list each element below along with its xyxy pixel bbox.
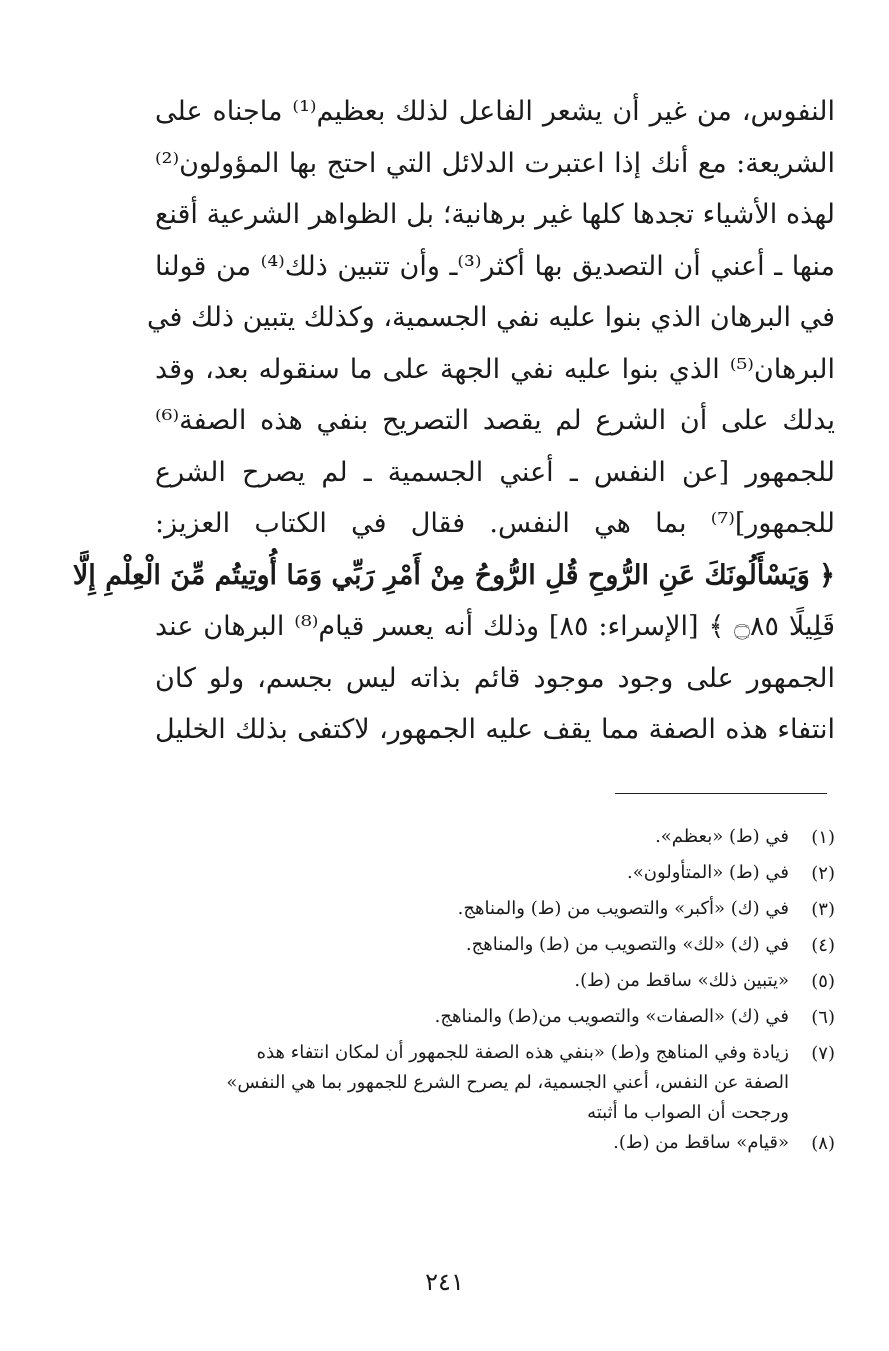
footnote-number: (٧) [811, 1043, 835, 1064]
footnote-number: (٤) [811, 935, 835, 956]
footnote-number: (٢) [811, 863, 835, 884]
footnote [155, 858, 835, 894]
footnote [155, 966, 835, 1002]
body-line: النفوس، من غير أن يشعر الفاعل لذلك بعظيم⁽¹⁾ ماجناه على [155, 96, 835, 127]
footnote-number: (٣) [811, 899, 835, 920]
body-line: البرهان⁽⁵⁾ الذي بنوا عليه نفي الجهة على ما سنقوله بعد، وقد [155, 353, 835, 385]
body-line: للجمهور]⁽⁷⁾ بما هي النفس. فقال في الكتاب العزيز: [155, 508, 835, 539]
footnote-number: (٦) [811, 1007, 835, 1028]
body-line: الجمهور على وجود موجود قائم بذاته ليس بجسم، ولو كان [155, 662, 835, 694]
body-line: لهذه الأشياء تجدها كلها غير برهانية؛ بل الظواهر الشرعية أقنع [155, 199, 835, 230]
footnote-number: (٨) [811, 1133, 835, 1154]
footnote [155, 822, 835, 858]
footnote-text: في (ك) «لك» والتصويب من (ط) والمناهج. [465, 934, 789, 955]
footnote-text: «يتبين ذلك» ساقط من (ط). [574, 970, 789, 991]
body-line: قَلِيلًا ۝٨٥ ﴾ [الإسراء: ٨٥] وذلك أنه يعسر قيام⁽⁸⁾ البرهان عند [155, 611, 835, 642]
footnotes [155, 822, 835, 1164]
quran-verse-line: ﴿ وَيَسْأَلُونَكَ عَنِ الرُّوحِ قُلِ الرُّوحُ مِنْ أَمْرِ رَبِّي وَمَا أُوتِيتُم مِّنَ الْعِلْمِ إِلَّا [72, 559, 835, 591]
footnote [155, 1038, 835, 1128]
footnote-text: زيادة وفي المناهج و(ط) «بنفي هذه الصفة للجمهور أن لمكان انتفاء هذه الصفة عن النفس، أعني الجسمية، لم يصرح الشرع للجمهور بما هي النفس» ورجحت أن الصواب ما أثبته [226, 1042, 789, 1123]
footnote-divider [615, 793, 827, 794]
page-number: ٢٤١ [425, 1268, 464, 1296]
body-line: منها ـ أعني أن التصديق بها أكثر⁽³⁾ـ وأن تتبين ذلك⁽⁴⁾ من قولنا [155, 250, 835, 282]
footnote-text: في (ك) «الصفات» والتصويب من(ط) والمناهج. [434, 1006, 789, 1027]
footnote [155, 930, 835, 966]
footnote-text: في (ط) «بعظم». [655, 826, 789, 847]
footnote-text: في (ك) «أكبر» والتصويب من (ط) والمناهج. [457, 898, 789, 919]
footnote [155, 1128, 835, 1164]
footnote-text: «قيام» ساقط من (ط). [613, 1132, 789, 1153]
footnote-number: (٥) [811, 971, 835, 992]
body-line: في البرهان الذي بنوا عليه نفي الجسمية، وكذلك يتبين ذلك في [147, 302, 835, 333]
footnote-text: في (ط) «المتأولون». [627, 862, 789, 883]
body-line: انتفاء هذه الصفة مما يقف عليه الجمهور، لاكتفى بذلك الخليل [155, 714, 835, 745]
main-text [72, 86, 835, 756]
footnote [155, 1002, 835, 1038]
footnote-number: (١) [811, 827, 835, 848]
footnote [155, 894, 835, 930]
body-line: الشريعة: مع أنك إذا اعتبرت الدلائل التي احتج بها المؤولون⁽²⁾ [155, 147, 835, 179]
body-line: يدلك على أن الشرع لم يقصد التصريح بنفي هذه الصفة⁽⁶⁾ [155, 405, 835, 436]
body-line: للجمهور [عن النفس ـ أعني الجسمية ـ لم يصرح الشرع [155, 456, 835, 488]
